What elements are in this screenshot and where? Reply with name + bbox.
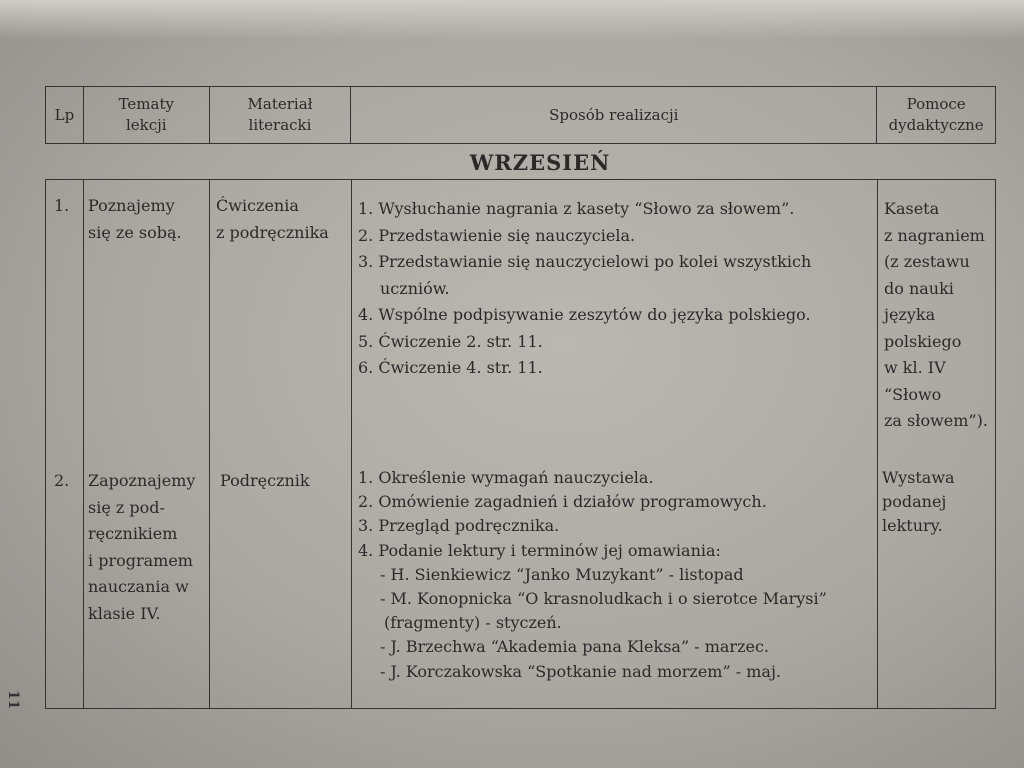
column-divider bbox=[877, 180, 878, 708]
header-sposob: Sposób realizacji bbox=[351, 87, 877, 143]
column-divider bbox=[351, 180, 352, 708]
row-2-sposob: 1. Określenie wymagań nauczyciela. 2. Omówienie zagadnień i działów programowych. 3. Przegląd podręcznika. 4. Podanie lektury i terminów jej omawiania: - H. Sienkiewicz “Janko Muzykant” - listopad - M. Konopnicka “O krasnoludkach i o sierotce Marysi” (fragmenty) - styczeń. - J. Brzechwa “Akademia pana Kleksa” - marzec. - J. Korczakowska “Spotkanie nad morzem” - maj. bbox=[358, 468, 827, 681]
column-divider bbox=[83, 180, 84, 708]
header-material: Materiał literacki bbox=[210, 87, 352, 143]
row-1-pomoce: Kaseta z nagraniem (z zestawu do nauki języka polskiego w kl. IV “Słowo za słowem”). bbox=[884, 199, 988, 430]
header-lp: Lp bbox=[46, 87, 84, 143]
table-header bbox=[45, 86, 996, 144]
row-1-lp: 1. bbox=[54, 196, 70, 215]
month-title: WRZESIEŃ bbox=[469, 150, 611, 175]
table-body bbox=[45, 179, 996, 709]
row-2-material: Podręcznik bbox=[220, 471, 310, 490]
row-2-tematy: Zapoznajemy się z pod- ręcznikiem i programem nauczania w klasie IV. bbox=[88, 471, 196, 623]
row-2-lp: 2. bbox=[54, 471, 70, 490]
page-shadow bbox=[0, 0, 1024, 40]
row-1-sposob: 1. Wysłuchanie nagrania z kasety “Słowo za słowem”. 2. Przedstawienie się nauczyciela. 3. Przedstawianie się nauczycielowi po kolei wszystkich uczniów. 4. Wspólne podpisywanie zeszytów do języka polskiego. 5. Ćwiczenie 2. str. 11. 6. Ćwiczenie 4. str. 11. bbox=[358, 199, 812, 377]
page-number: 11 bbox=[5, 690, 21, 710]
row-1-tematy: Poznajemy się ze sobą. bbox=[88, 196, 182, 242]
column-divider bbox=[209, 180, 210, 708]
header-pomoce: Pomoce dydaktyczne bbox=[888, 95, 984, 134]
row-1-material: Ćwiczenia z podręcznika bbox=[216, 196, 329, 242]
row-2-pomoce: Wystawa podanej lektury. bbox=[882, 468, 955, 536]
header-tematy: Tematy lekcji bbox=[84, 87, 210, 143]
